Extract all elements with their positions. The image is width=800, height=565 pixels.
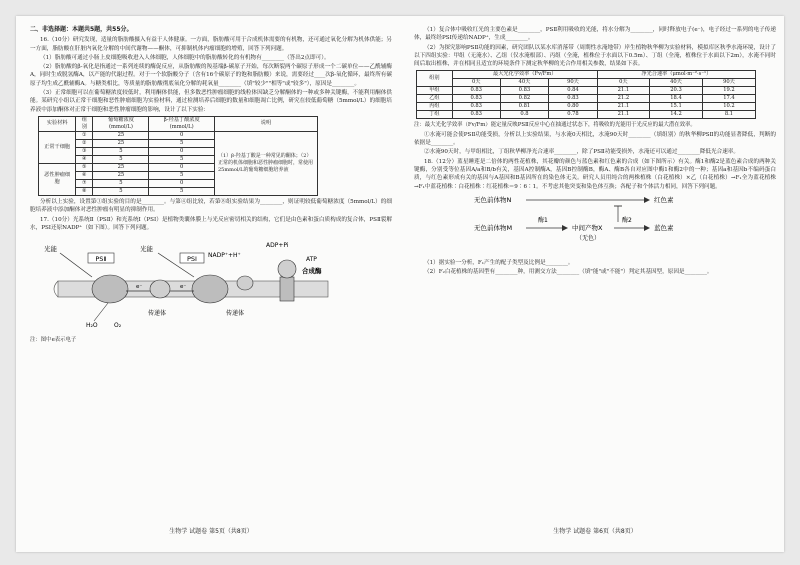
pigment-pathway-diagram xyxy=(414,192,754,256)
table-cell: 0.83 xyxy=(549,95,598,103)
table-cell: 0.83 xyxy=(452,87,500,95)
table-cell: ① xyxy=(76,131,93,139)
intermediate-colorless: （无色） xyxy=(576,234,601,242)
psi-complex xyxy=(192,275,228,303)
red-pigment-label: 红色素 xyxy=(654,195,674,204)
q17-part2: （2）为探究影响PSⅡ功能的因素，研究团队以某水库消落带（周期性水淹地带）岸生植物秋华柳为实验材料，模拟库区秋季水淹环境，设计了以下四组实验：甲组（无淹水）、乙组（仅水淹根部）、丙组（全淹，植株位于水面以下0.5m）、丁组（全淹，植株位于水面以下2m），水淹不同时间后取出植株，并在相同且适宜的环境条件下测定秋华柳的光合作用相关参数，结果如下表。 xyxy=(414,44,776,68)
light-label-2: 光能 xyxy=(140,245,153,254)
arrowhead xyxy=(644,225,650,231)
light-arrow-1 xyxy=(60,253,92,277)
water-arrow xyxy=(94,303,108,321)
table-subheader: 90天 xyxy=(702,79,755,87)
table-cell: 0.84 xyxy=(549,87,598,95)
oxygen-label: O₂ xyxy=(114,322,122,330)
table-row xyxy=(417,111,756,119)
table-cell: 0.82 xyxy=(500,95,549,103)
table-header: 组别 xyxy=(76,116,93,131)
adp-label: ADP+Pi xyxy=(266,242,289,250)
q17-results-table xyxy=(416,70,756,119)
group-label: 恶性肿瘤细胞 xyxy=(39,163,76,195)
table-cell: 8.1 xyxy=(702,111,755,119)
q16-stem: 16.（10分）研究发现，适量的脂肪酸摄入有益于人体健康。一方面，脂肪酸可用于合成机体需要的有机物，还可通过氧化分解为机体供能；另一方面，脂肪酸在肝脏内氧化分解的中间代谢物——酮体，可抑制机体内瘤细胞的增殖，回答下列问题。 xyxy=(30,37,392,52)
table-cell: 18.4 xyxy=(650,95,703,103)
table-cell: 乙组 xyxy=(417,95,453,103)
water-label: H₂O xyxy=(86,322,98,330)
table-cell: 0 xyxy=(149,147,215,155)
q17-table-note: 注：最大光化学效率（Fv/Fm）能定量反映PSⅡ反应中心在抽通过状态下，将吸收的光能用于光反应的最大潜在效率。 xyxy=(414,122,696,129)
table-header: 说明 xyxy=(215,116,318,131)
q16-part1: （1）脂肪酸可通过小肠上皮细胞吸收进入人体细胞，人体细胞中的脂肪酸转化的有机物有________（答出2点即可）。 xyxy=(40,54,330,61)
table-header-row xyxy=(39,116,318,131)
group-label: 正常干细胞 xyxy=(39,131,76,163)
table-row xyxy=(417,87,756,95)
table-cell: 20.3 xyxy=(650,87,703,95)
table-cell: 25 xyxy=(93,171,149,179)
table-cell: ⑤ xyxy=(76,163,93,171)
electron-mark: e⁻ xyxy=(180,284,187,291)
table-cell: 14.2 xyxy=(650,111,703,119)
electron-mark: e⁻ xyxy=(136,284,143,291)
table-note: （1）β-羟基丁酸是一种常见的酮体；（2）正常的机体细胞和恶性肿瘤细胞时，常使用25mmol/L的葡萄糖细胞培养液 xyxy=(215,131,318,195)
table-cell: 5 xyxy=(93,187,149,195)
table-cell: ⑦ xyxy=(76,179,93,187)
table-header: β-羟基丁酸浓度(mmol/L) xyxy=(149,116,215,131)
table-cell: 0.83 xyxy=(452,103,500,111)
table-cell: ③ xyxy=(76,147,93,155)
q18-stem: 18.（12分）蓝星睡莲是二倍体的两性花植株，其花瓣的颜色与蓝色素和红色素的合成（如下图所示）有关。酶1和酶2是蓝色素合成的两种关键酶，分别受等位基因A/a和B/b有关，基因A控制酶A，基因B控制酶B，酶A、酶B各自对应图中酶1和酶2中的一种；基因a和基因b不编码蛋白质，与红色素形成有关的基因与A基因和B基因所在的染色体无关。研究人员用纯合的两株植株（白花植株）×乙（白花植株）→F₁全为蓝花植株→F₁中蓝花植株∶白花植株∶红花植株＝9∶6∶1。不考虑其他突变和染色体互换；各配子和个体活力相同，回答下列问题。 xyxy=(414,158,776,190)
photosystem-diagram xyxy=(30,233,360,333)
atp-synthase-head xyxy=(278,260,296,278)
table-cell: 0.78 xyxy=(549,111,598,119)
psii-label: PSⅡ xyxy=(95,255,107,264)
table-cell: ④ xyxy=(76,155,93,163)
precursor-n-label: 无色前体物N xyxy=(474,195,512,204)
synthase-label: 合成酶 xyxy=(302,267,322,276)
page-footer-right: 生物学 试题卷 第6页（共8页） xyxy=(553,528,637,535)
table-cell: 0.80 xyxy=(549,103,598,111)
q16-part2: （2）脂肪酸的β-氧化是指通过一系列连续的酶促反应，从脂肪酸的羧基端β-碳原子开始，每次断裂两个碳原子形成一个二碳单位——乙酰辅酶A，同时生成脱氢酶A，以产能的代谢过程。对于一个软脂酸分子（含有16个碳原子的饱和脂肪酸）来说，需要经过____次β-氧化循环，最终所有碳原子均生成乙酰辅酶A。与糖类相比，等质量的脂肪酸彻底氧化分解的耗氧量________（填"较少""相等"或"较多"），原因是________。 xyxy=(30,64,392,87)
psi-label: PSⅠ xyxy=(187,255,197,264)
nadp-label: NADP⁺+H⁺ xyxy=(208,252,241,260)
table-subheader: 40天 xyxy=(650,79,703,87)
table-subheader: 0天 xyxy=(452,79,500,87)
q16-part3: （3）正常细胞可以在葡萄糖浓度较低时，利用酮体供能，但多数恶性肿瘤细胞的线粒体因缺乏分解酮体的一种或多种关键酶，不能利用酮体供能。某研究小组以正常干细胞和恶性肿瘤细胞为实验材料，通过检测培养后细胞的数量和细胞凋亡比例，研究在较低葡萄糖（5mmol/L）的细胞培养液中添加酮体对正常干细胞和恶性肿瘤细胞的影响，设计了以下实验： xyxy=(30,90,392,113)
table-header: 实验材料 xyxy=(39,116,76,131)
q16-part4: 分析以上实验，设置第①组实验的目的是________。与第④组比较，若第⑧组实验结果为________，则证明较低葡萄糖浓度（5mmol/L）的细胞培养液中添加酮体对恶性肿瘤有明显的抑制作用。 xyxy=(30,198,392,214)
table-header: 净光合速率（μmol·m⁻²·s⁻¹） xyxy=(597,71,755,79)
table-cell: 0.83 xyxy=(500,87,549,95)
precursor-m-label: 无色前体物M xyxy=(474,223,513,232)
transporter-1 xyxy=(150,280,170,298)
table-cell: 0 xyxy=(149,163,215,171)
q17-note: 注：图中e表示电子 xyxy=(30,337,77,344)
table-cell: ② xyxy=(76,139,93,147)
table-header: 最大光化学效率（Fv/Fm） xyxy=(452,71,597,79)
q16-experiment-table xyxy=(38,116,318,196)
table-cell: 5 xyxy=(149,187,215,195)
table-subheader: 90天 xyxy=(549,79,598,87)
psii-complex xyxy=(92,275,128,303)
table-subheader-row xyxy=(417,79,756,87)
table-cell: 丙组 xyxy=(417,103,453,111)
table-cell: 丁组 xyxy=(417,111,453,119)
table-cell: 0 xyxy=(149,179,215,187)
table-cell: 5 xyxy=(149,139,215,147)
left-column xyxy=(30,26,392,346)
table-cell: 17.4 xyxy=(702,95,755,103)
table-cell: 5 xyxy=(93,147,149,155)
table-cell: ⑥ xyxy=(76,171,93,179)
q17-stem: 17.（10分）光系统Ⅱ（PSⅡ）和光系统Ⅰ（PSⅠ）是植物类囊体膜上与光反应密切相关的结构，它们是由色素和蛋白质构成的复合体，PSⅡ裂解水，PSⅠ还原NADP⁺（如下图）。回答下列问题。 xyxy=(30,216,392,231)
atp-synthase xyxy=(280,277,294,301)
right-column xyxy=(414,26,776,278)
table-cell: 25 xyxy=(93,131,149,139)
page-footer-left: 生物学 试题卷 第5页（共8页） xyxy=(169,528,253,535)
table-cell: 甲组 xyxy=(417,87,453,95)
membrane-edge xyxy=(54,281,58,297)
table-cell: 5 xyxy=(93,155,149,163)
table-cell: 25 xyxy=(93,139,149,147)
table-header: 葡萄糖浓度(mmol/L) xyxy=(93,116,149,131)
table-cell: 10.2 xyxy=(702,103,755,111)
q18-part2: （2）F₂白花植株的基因型有________种，用测交方法________（填"能"或"不能"）判定其基因型，原因是________。 xyxy=(424,269,713,276)
table-row xyxy=(39,131,318,139)
table-cell: 21.1 xyxy=(597,111,649,119)
table-header: 组别 xyxy=(417,71,453,87)
arrowhead xyxy=(562,225,568,231)
table-row xyxy=(417,103,756,111)
table-cell: 19.2 xyxy=(702,87,755,95)
q18-part1: （1）据实验一分析，F₁产生的配子类型及比例是________。 xyxy=(424,260,574,267)
exam-sheet xyxy=(16,16,784,552)
table-subheader: 40天 xyxy=(500,79,549,87)
table-cell: 15.1 xyxy=(650,103,703,111)
table-cell: 21.2 xyxy=(597,95,649,103)
q17-part4: ②水淹90天时，与甲组相比，丁组秋华柳净光合速率________，除了PSⅡ功能受损外，水淹还可以通过________降低光合速率。 xyxy=(424,149,739,156)
table-cell: 5 xyxy=(93,179,149,187)
table-cell: 5 xyxy=(149,155,215,163)
table-cell: 0 xyxy=(149,131,215,139)
table-cell: 5 xyxy=(149,171,215,179)
table-header-row xyxy=(417,71,756,79)
table-cell: 0.81 xyxy=(500,103,549,111)
transporter-2 xyxy=(237,276,253,290)
table-cell: 21.1 xyxy=(597,103,649,111)
transporter-label-2: 传递体 xyxy=(226,310,245,318)
light-label-1: 光能 xyxy=(44,245,57,254)
table-cell: 0.83 xyxy=(452,95,500,103)
transporter-label-1: 传递体 xyxy=(148,310,167,318)
table-cell: 21.1 xyxy=(597,87,649,95)
blue-pigment-label: 蓝色素 xyxy=(654,223,674,232)
enzyme1-label: 酶1 xyxy=(538,216,548,224)
table-cell: ⑧ xyxy=(76,187,93,195)
section-title: 二、非选择题：本题共5题，共55分。 xyxy=(30,26,133,33)
intermediate-label: 中间产物X xyxy=(572,223,603,232)
atp-label: ATP xyxy=(306,256,317,264)
q17-part1: （1）复合体中吸收红光的主要色素是________，PSⅡ利用吸收的光能，将水分解为________，同时释放电子(e⁻)，电子经过一系列的电子传递体，最终经PSⅠ传递给NADP⁺，生成________。 xyxy=(414,27,776,42)
enzyme2-label: 酶2 xyxy=(622,216,632,224)
arrowhead xyxy=(644,197,650,203)
table-subheader: 0天 xyxy=(597,79,649,87)
table-row xyxy=(417,95,756,103)
table-cell: 0.83 xyxy=(452,111,500,119)
table-cell: 25 xyxy=(93,163,149,171)
q17-part3: ①水淹可能会使PSⅡ功能受损，分析以上实验结果，与水淹0天相比，水淹90天时________（填组别）的秋华柳PSⅡ的功能显著降低，判断的依据是________。 xyxy=(414,131,776,147)
table-cell: 0.8 xyxy=(500,111,549,119)
